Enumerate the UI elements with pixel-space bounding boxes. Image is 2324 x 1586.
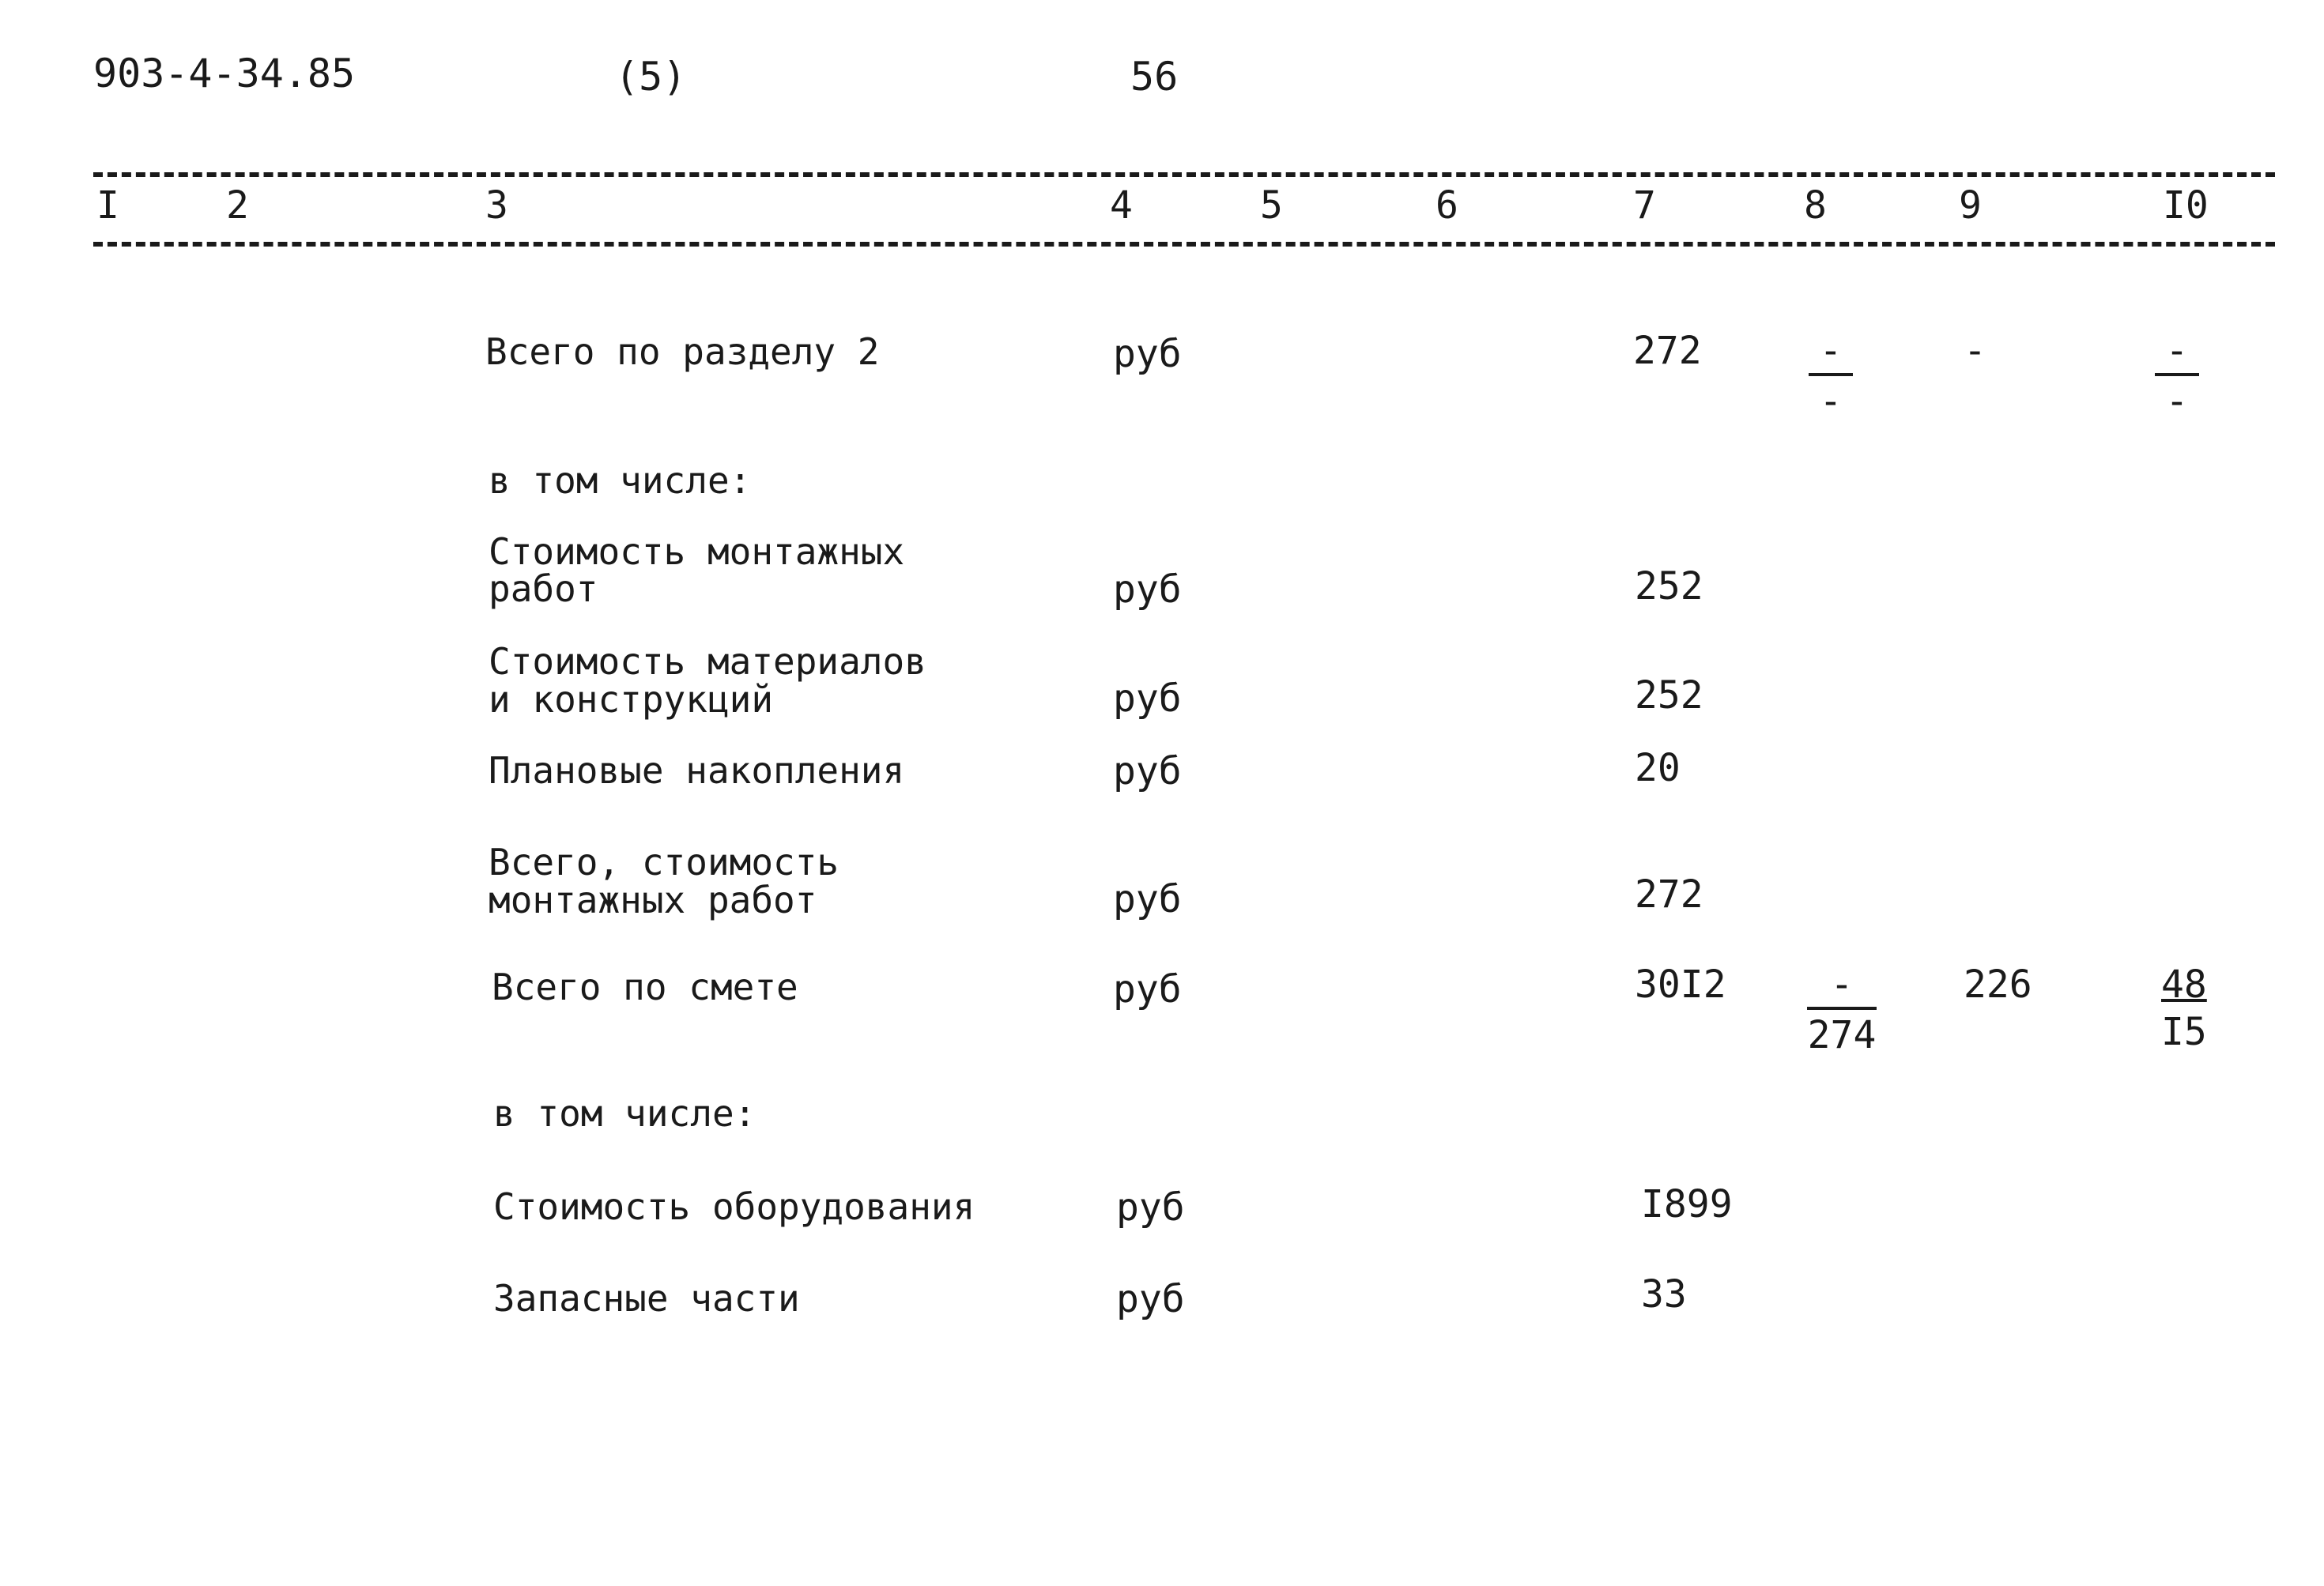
col10-numerator: -: [2165, 329, 2189, 373]
col8-fraction: [1809, 329, 1853, 424]
row-label-line-1: Стоимость материалов: [489, 640, 926, 683]
unit: руб: [1113, 332, 1182, 376]
col8-numerator: -: [1830, 963, 1854, 1007]
col8-numerator: -: [1819, 329, 1843, 373]
col9-value: -: [1964, 329, 1986, 373]
document-code: 903-4-34.85: [93, 51, 356, 96]
column-header-6: 6: [1436, 183, 1458, 228]
table-header-rule: [93, 242, 2275, 247]
column-header-5: 5: [1260, 183, 1283, 228]
fraction-bar: [2155, 373, 2199, 376]
col10-fraction: [2155, 329, 2199, 424]
col7-value: 33: [1641, 1272, 1687, 1317]
col7-value: 252: [1635, 564, 1703, 608]
fraction-bar: [1807, 1007, 1877, 1010]
column-header-9: 9: [1959, 183, 1982, 228]
col9-value: 226: [1964, 963, 2032, 1007]
sheet-number: (5): [615, 54, 687, 100]
row-label-line-1: Всего, стоимость: [489, 841, 839, 883]
unit: руб: [1113, 676, 1182, 721]
column-header-3: 3: [485, 183, 508, 228]
unit: руб: [1113, 567, 1182, 612]
col7-value: 30I2: [1635, 963, 1726, 1007]
col8-denominator: -: [1819, 379, 1843, 424]
col10-denominator: I5: [2161, 1010, 2207, 1054]
unit: руб: [1116, 1185, 1185, 1230]
col10-denominator: -: [2165, 379, 2189, 424]
subheading: в том числе:: [489, 459, 752, 502]
column-header-7: 7: [1633, 183, 1656, 228]
col10-numerator: 48: [2161, 963, 2207, 1007]
col7-value: I899: [1641, 1182, 1733, 1226]
fraction-bar: [1809, 373, 1853, 376]
col7-value: 20: [1635, 746, 1681, 790]
table-top-rule: [93, 172, 2275, 177]
row-label-line-2: и конструкций: [489, 678, 774, 721]
subheading: в том числе:: [493, 1092, 756, 1135]
column-header-4: 4: [1110, 183, 1133, 228]
row-label: Стоимость оборудования: [493, 1185, 975, 1228]
unit: руб: [1113, 749, 1182, 793]
unit: руб: [1116, 1277, 1185, 1321]
row-label: Плановые накопления: [489, 749, 905, 792]
col7-value: 272: [1635, 872, 1703, 917]
row-label: Запасные части: [493, 1277, 800, 1320]
column-header-2: 2: [226, 183, 249, 228]
col7-value: 272: [1633, 329, 1702, 373]
row-label-line-1: Стоимость монтажных: [489, 530, 905, 573]
row-label: Всего по разделу 2: [485, 330, 880, 373]
unit: руб: [1113, 877, 1182, 921]
col8-denominator: 274: [1807, 1013, 1877, 1057]
column-header-10: I0: [2163, 183, 2209, 228]
col8-fraction: [1807, 963, 1877, 1057]
column-header-8: 8: [1804, 183, 1827, 228]
unit: руб: [1113, 967, 1182, 1011]
row-label: Всего по смете: [492, 966, 798, 1008]
col10-fraction: [2156, 963, 2212, 1054]
row-label-line-2: монтажных работ: [489, 879, 817, 921]
column-header-1: I: [96, 183, 119, 228]
col7-value: 252: [1635, 673, 1703, 718]
row-label-line-2: работ: [489, 567, 598, 610]
page-number: 56: [1130, 54, 1179, 100]
